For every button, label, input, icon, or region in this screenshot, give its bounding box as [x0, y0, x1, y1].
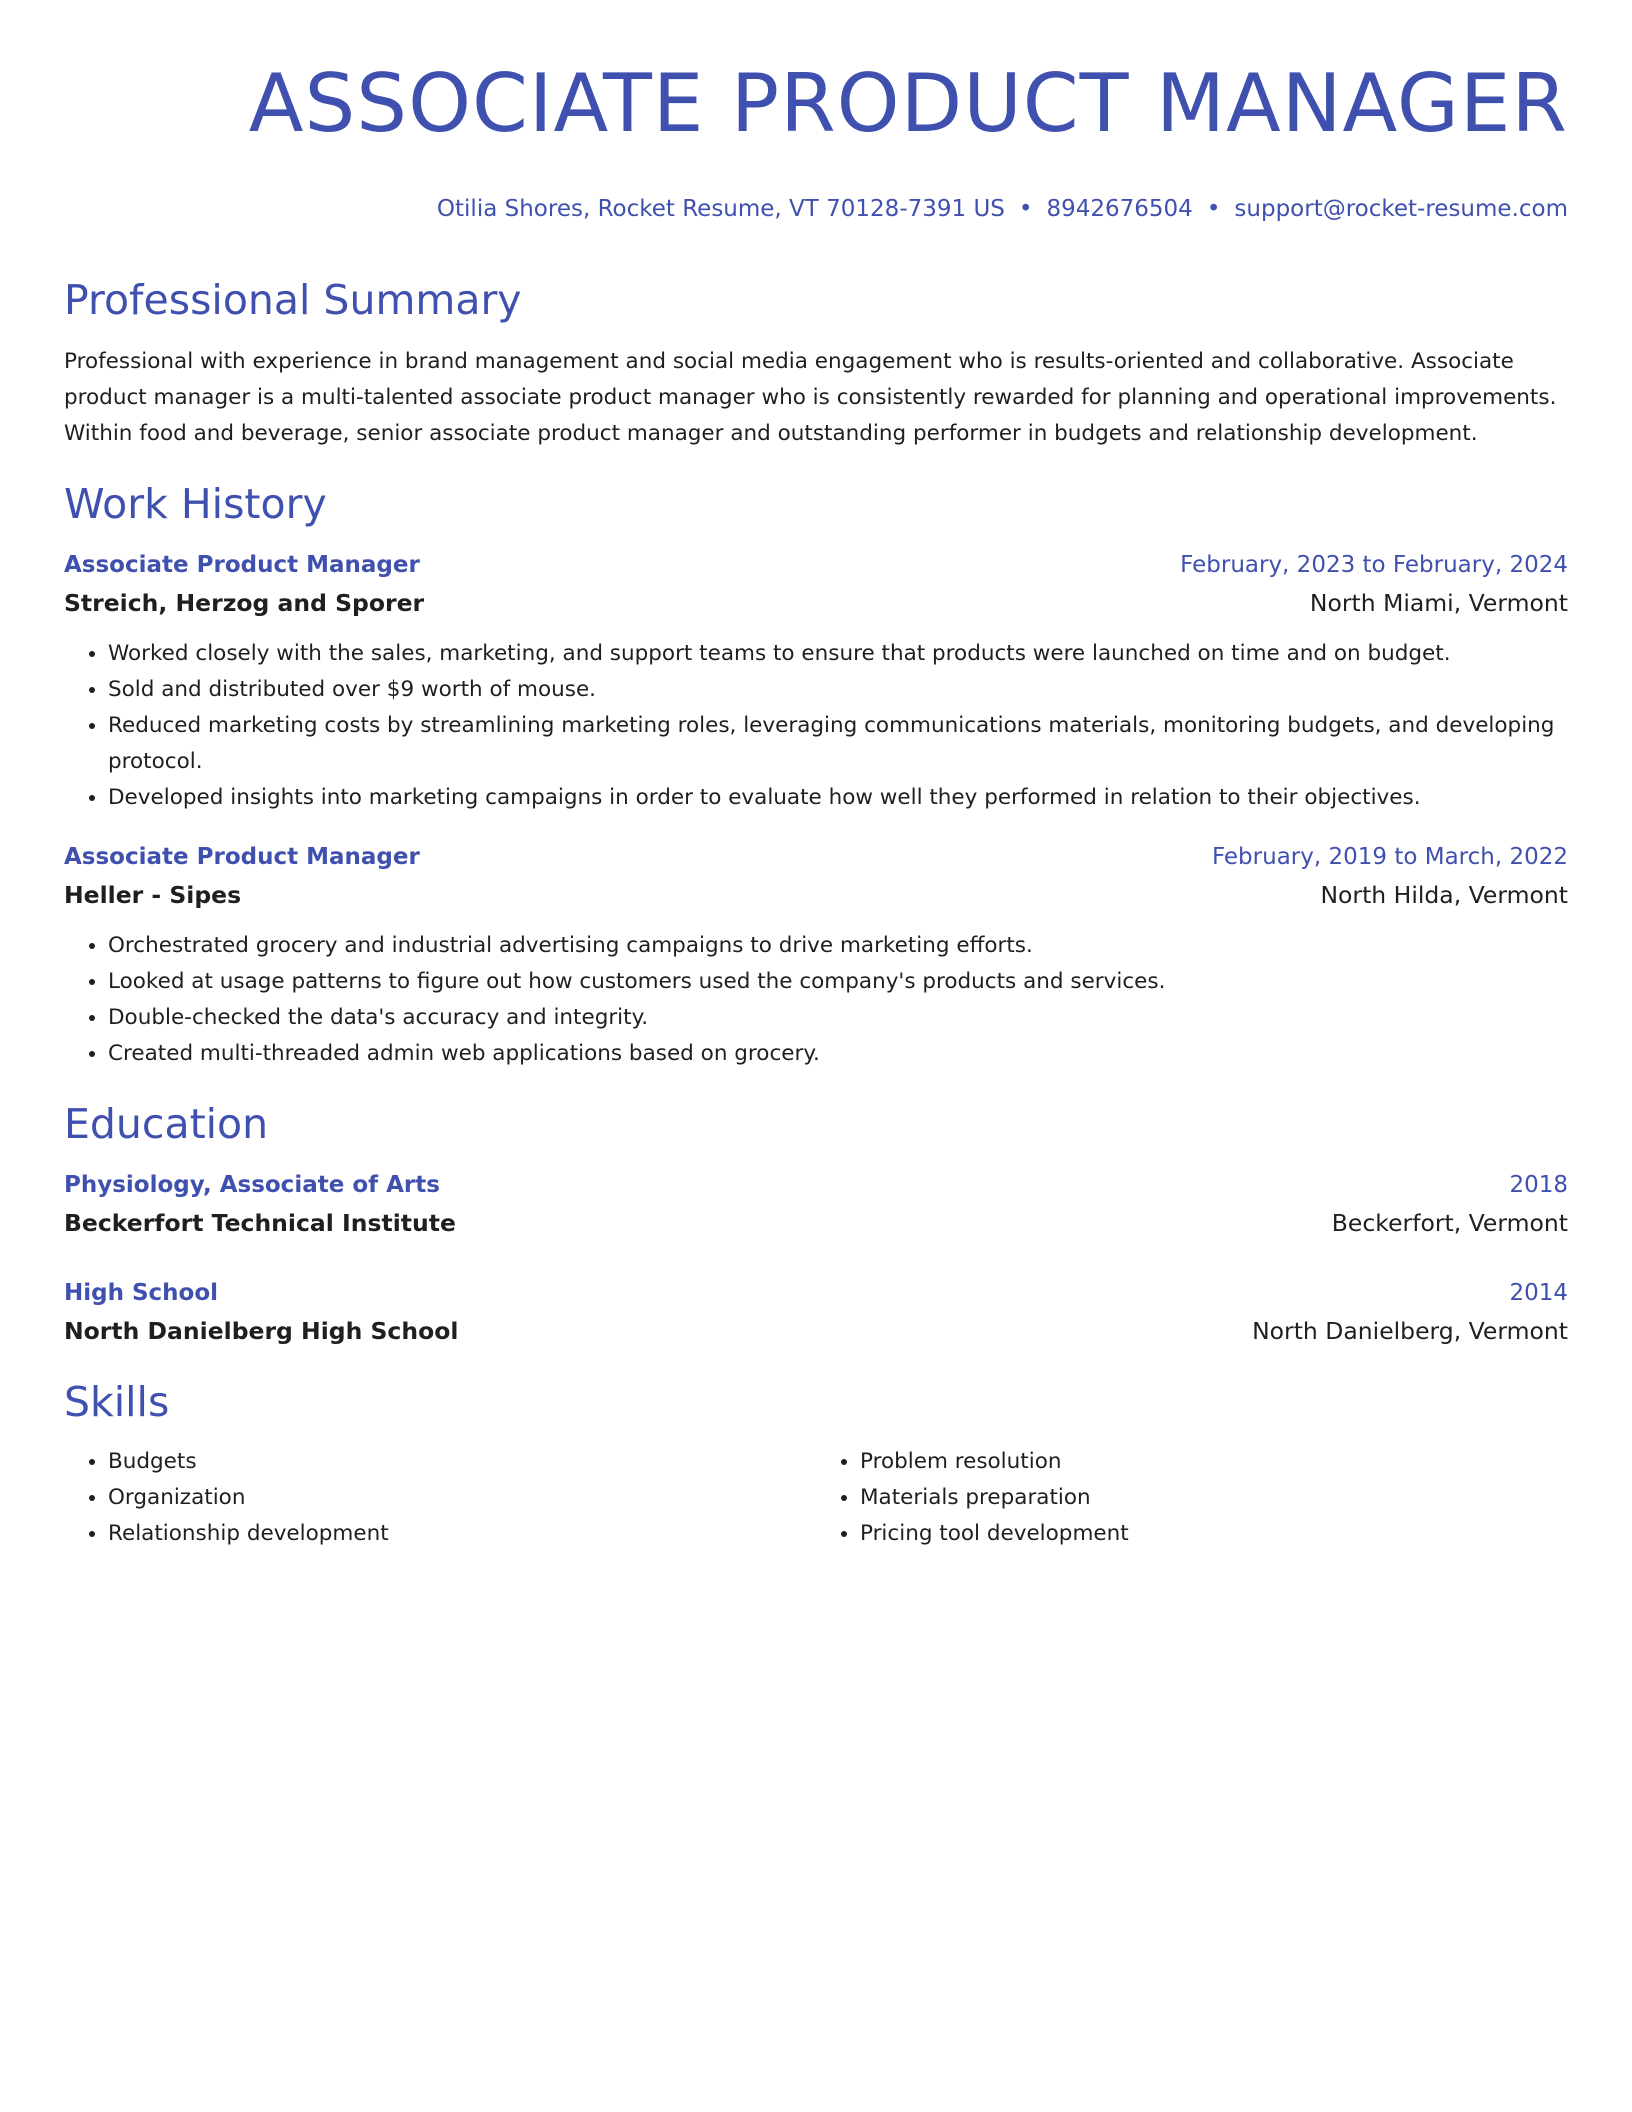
job-location: North Miami, Vermont [1309, 589, 1568, 617]
skills-columns [64, 1444, 1568, 1552]
summary-text: Professional with experience in brand management and social media engagement who is results-oriented and collaborative. Associate product manager is a multi-talented associate product manager who is consistently rewarded for planning and operational improvements. Within food and beverage, senior associate product manager and outstanding performer in budgets and relationship development. [64, 349, 1557, 446]
education-location: North Danielberg, Vermont [1252, 1317, 1568, 1345]
contact-line [64, 194, 1568, 224]
job-bullet: • Reduced marketing costs by streamlining marketing roles, leveraging communications materials, monitoring budgets, and developing protocol. [108, 708, 1568, 780]
job-bullet: • Looked at usage patterns to figure out how customers used the company's products and services. [108, 964, 1568, 1000]
education-degree: Physiology, Associate of Arts [64, 1172, 440, 1198]
skill-item: • Budgets [108, 1444, 816, 1480]
education-school: Beckerfort Technical Institute [64, 1209, 456, 1237]
job-header-row [64, 546, 1568, 584]
education-entry [64, 1274, 1568, 1350]
job-company: Heller - Sipes [64, 881, 242, 909]
job-location: North Hilda, Vermont [1320, 881, 1568, 909]
skill-item: • Organization [108, 1480, 816, 1516]
job-bullet: • Sold and distributed over $9 worth of mouse. [108, 672, 1568, 708]
job-bullets [64, 928, 1568, 1072]
education-school-row [64, 1204, 1568, 1242]
job-header-row [64, 838, 1568, 876]
contact-email: support@rocket-resume.com [1234, 196, 1568, 222]
job-bullet: • Double-checked the data's accuracy and integrity. [108, 1000, 1568, 1036]
education-year: 2018 [1509, 1172, 1568, 1198]
education-location: Beckerfort, Vermont [1331, 1209, 1568, 1237]
job-company-row [64, 876, 1568, 914]
work-history-section [64, 478, 1568, 1072]
education-header-row [64, 1166, 1568, 1204]
education-degree: High School [64, 1280, 219, 1306]
education-header-row [64, 1274, 1568, 1312]
contact-address: Otilia Shores, Rocket Resume, VT 70128-7391 US [436, 196, 1005, 222]
job-bullet: • Orchestrated grocery and industrial advertising campaigns to drive marketing efforts. [108, 928, 1568, 964]
skill-item: • Relationship development [108, 1516, 816, 1552]
summary-heading: Professional Summary [64, 276, 522, 324]
education-school: North Danielberg High School [64, 1317, 459, 1345]
skills-list-left [64, 1444, 816, 1552]
job-dates: February, 2019 to March, 2022 [1211, 844, 1568, 870]
education-year: 2014 [1509, 1280, 1568, 1306]
summary-section [64, 274, 1568, 452]
skills-heading: Skills [64, 1378, 170, 1426]
job-entry [64, 838, 1568, 1072]
job-bullets [64, 636, 1568, 816]
contact-phone: 8942676504 [1046, 196, 1193, 222]
skill-item: • Materials preparation [860, 1480, 1568, 1516]
contact-separator: • [1206, 196, 1221, 222]
skills-list-right [816, 1444, 1568, 1552]
job-bullet: • Created multi-threaded admin web applications based on grocery. [108, 1036, 1568, 1072]
skill-item: • Problem resolution [860, 1444, 1568, 1480]
job-company-row [64, 584, 1568, 622]
job-entry [64, 546, 1568, 816]
job-title: Associate Product Manager [64, 552, 420, 578]
resume-header [64, 0, 1568, 224]
job-bullet: • Developed insights into marketing campaigns in order to evaluate how well they performed in relation to their objectives. [108, 780, 1568, 816]
skill-item: • Pricing tool development [860, 1516, 1568, 1552]
skills-section [64, 1376, 1568, 1552]
education-heading: Education [64, 1100, 269, 1148]
education-school-row [64, 1312, 1568, 1350]
education-entry [64, 1166, 1568, 1242]
job-company: Streich, Herzog and Sporer [64, 589, 425, 617]
job-bullet: • Worked closely with the sales, marketing, and support teams to ensure that products were launched on time and on budget. [108, 636, 1568, 672]
job-title: Associate Product Manager [64, 844, 420, 870]
education-section [64, 1098, 1568, 1350]
contact-separator: • [1018, 196, 1033, 222]
job-dates: February, 2023 to February, 2024 [1180, 552, 1568, 578]
work-history-heading: Work History [64, 480, 327, 528]
resume-title: ASSOCIATE PRODUCT MANAGER [248, 57, 1568, 150]
